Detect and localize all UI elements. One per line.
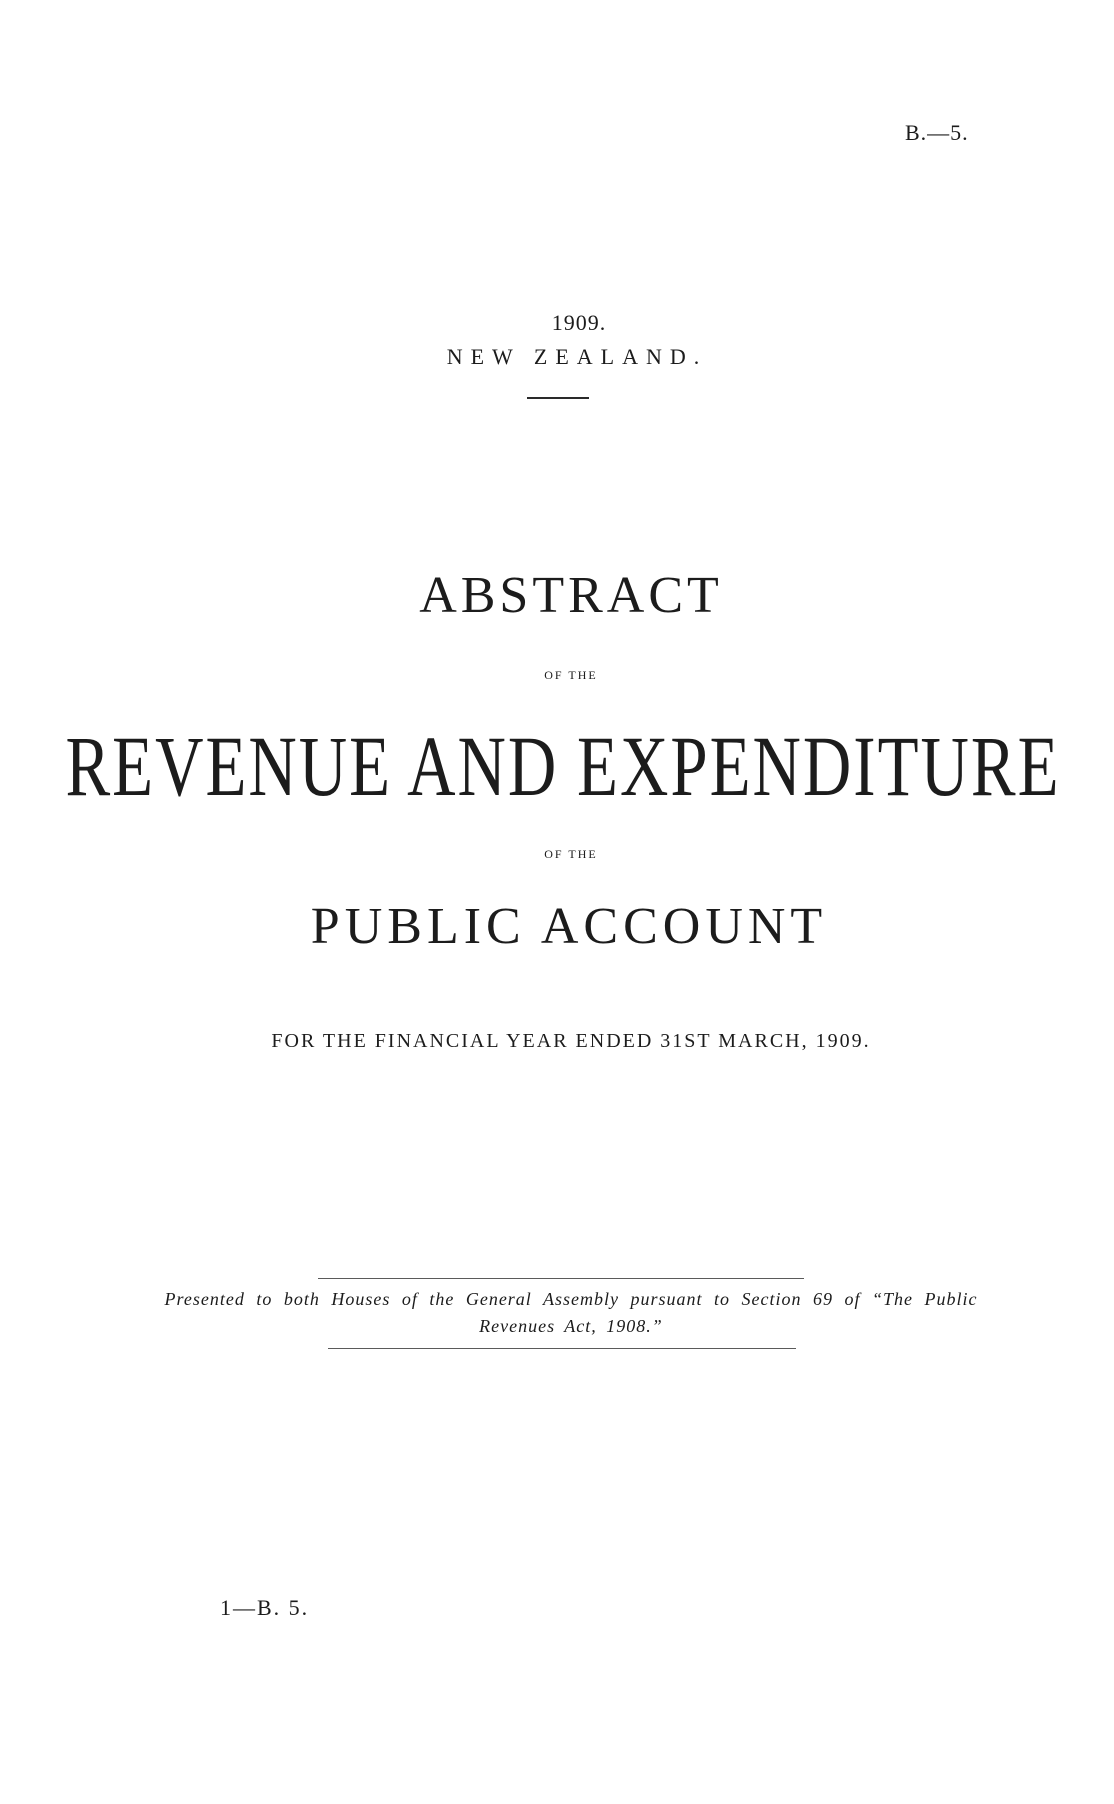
reference-number: B.—5. xyxy=(905,120,969,145)
of-the-connector-1: OF THE xyxy=(544,668,598,682)
title-abstract: ABSTRACT xyxy=(419,567,723,624)
presented-statement-line-1: Presented to both Houses of the General Assembly pursuant to Section 69 of “The Public xyxy=(164,1289,978,1309)
country: NEW ZEALAND. xyxy=(446,344,708,369)
title-revenue-expenditure: REVENUE AND EXPENDITURE xyxy=(65,719,1061,814)
footer-reference: 1—B. 5. xyxy=(220,1595,310,1620)
year: 1909. xyxy=(551,310,607,335)
presented-statement-line-2: Revenues Act, 1908.” xyxy=(479,1316,663,1336)
presented-top-rule xyxy=(318,1278,804,1279)
short-divider xyxy=(527,397,589,399)
of-the-connector-2: OF THE xyxy=(544,847,598,861)
financial-year-line: FOR THE FINANCIAL YEAR ENDED 31ST MARCH, 1909. xyxy=(271,1030,871,1052)
title-public-account: PUBLIC ACCOUNT xyxy=(310,898,828,955)
presented-bottom-rule xyxy=(328,1348,796,1349)
